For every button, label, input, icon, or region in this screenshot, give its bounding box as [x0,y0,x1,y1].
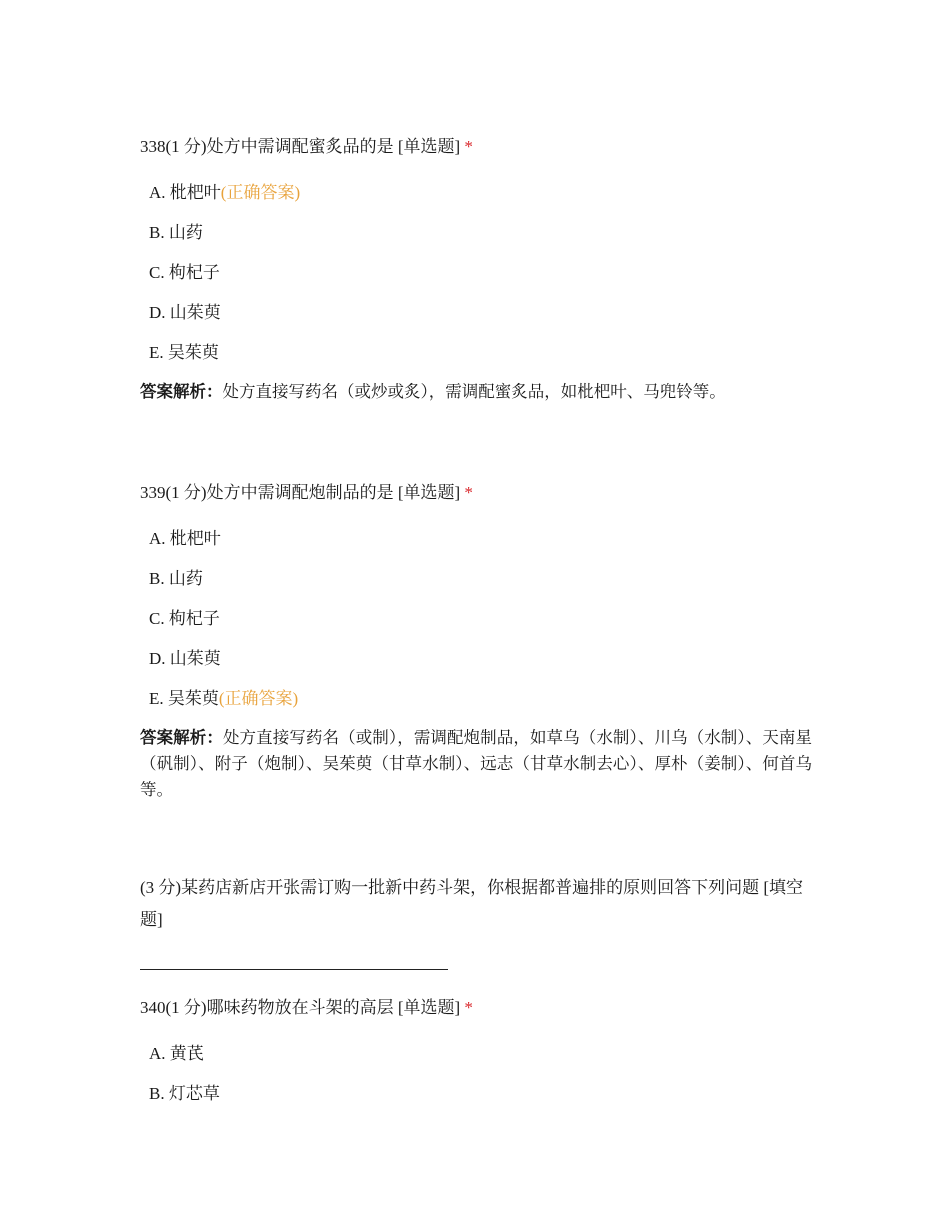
question-title-340 [140,997,473,1019]
option-label: A. 枇杷叶 [149,529,221,548]
option-label: B. 山药 [149,569,203,588]
answer-analysis-338 [140,379,812,405]
answer-analysis-339 [140,725,812,803]
option-338-c[interactable] [149,262,220,284]
option-label: A. 黄芪 [149,1044,204,1063]
option-label: D. 山茱萸 [149,303,221,322]
option-label: E. 吴茱萸 [149,343,219,362]
option-339-a[interactable] [149,528,221,550]
option-338-e[interactable] [149,342,219,364]
required-mark: * [464,998,473,1017]
option-338-a[interactable] [149,182,300,204]
question-title-text: 338(1 分)处方中需调配蜜炙品的是 [单选题] [140,137,461,156]
fill-question-title: (3 分)某药店新店开张需订购一批新中药斗架，你根据都普遍排的原则回答下列问题 [填空题] [140,878,803,929]
option-338-b[interactable] [149,222,203,244]
question-title-338 [140,136,473,158]
option-340-b[interactable] [149,1083,220,1105]
question-title-text: 340(1 分)哪味药物放在斗架的高层 [单选题] [140,998,461,1017]
option-label: D. 山茱萸 [149,649,221,668]
analysis-label: 答案解析： [140,728,223,747]
option-label: B. 灯芯草 [149,1084,220,1103]
fill-answer-blank[interactable] [140,969,448,970]
correct-answer-tag: (正确答案) [218,689,299,708]
question-title-text: 339(1 分)处方中需调配炮制品的是 [单选题] [140,483,461,502]
option-label: C. 枸杞子 [149,263,220,282]
option-339-d[interactable] [149,648,221,670]
analysis-text: 处方直接写药名（或制），需调配炮制品，如草乌（水制）、川乌（水制）、天南星（矾制）、附子（炮制）、吴茱萸（甘草水制）、远志（甘草水制去心）、厚朴（姜制）、何首乌等。 [140,728,813,799]
option-label: A. 枇杷叶 [149,183,221,202]
option-338-d[interactable] [149,302,221,324]
correct-answer-tag: (正确答案) [220,183,301,202]
required-mark: * [464,483,473,502]
option-339-c[interactable] [149,608,220,630]
option-label: B. 山药 [149,223,203,242]
analysis-label: 答案解析： [140,382,223,401]
required-mark: * [464,137,473,156]
question-title-339 [140,482,473,504]
option-340-a[interactable] [149,1043,204,1065]
option-339-e[interactable] [149,688,298,710]
option-label: E. 吴茱萸 [149,689,219,708]
option-339-b[interactable] [149,568,203,590]
analysis-text: 处方直接写药名（或炒或炙），需调配蜜炙品，如枇杷叶、马兜铃等。 [222,382,726,401]
option-label: C. 枸杞子 [149,609,220,628]
